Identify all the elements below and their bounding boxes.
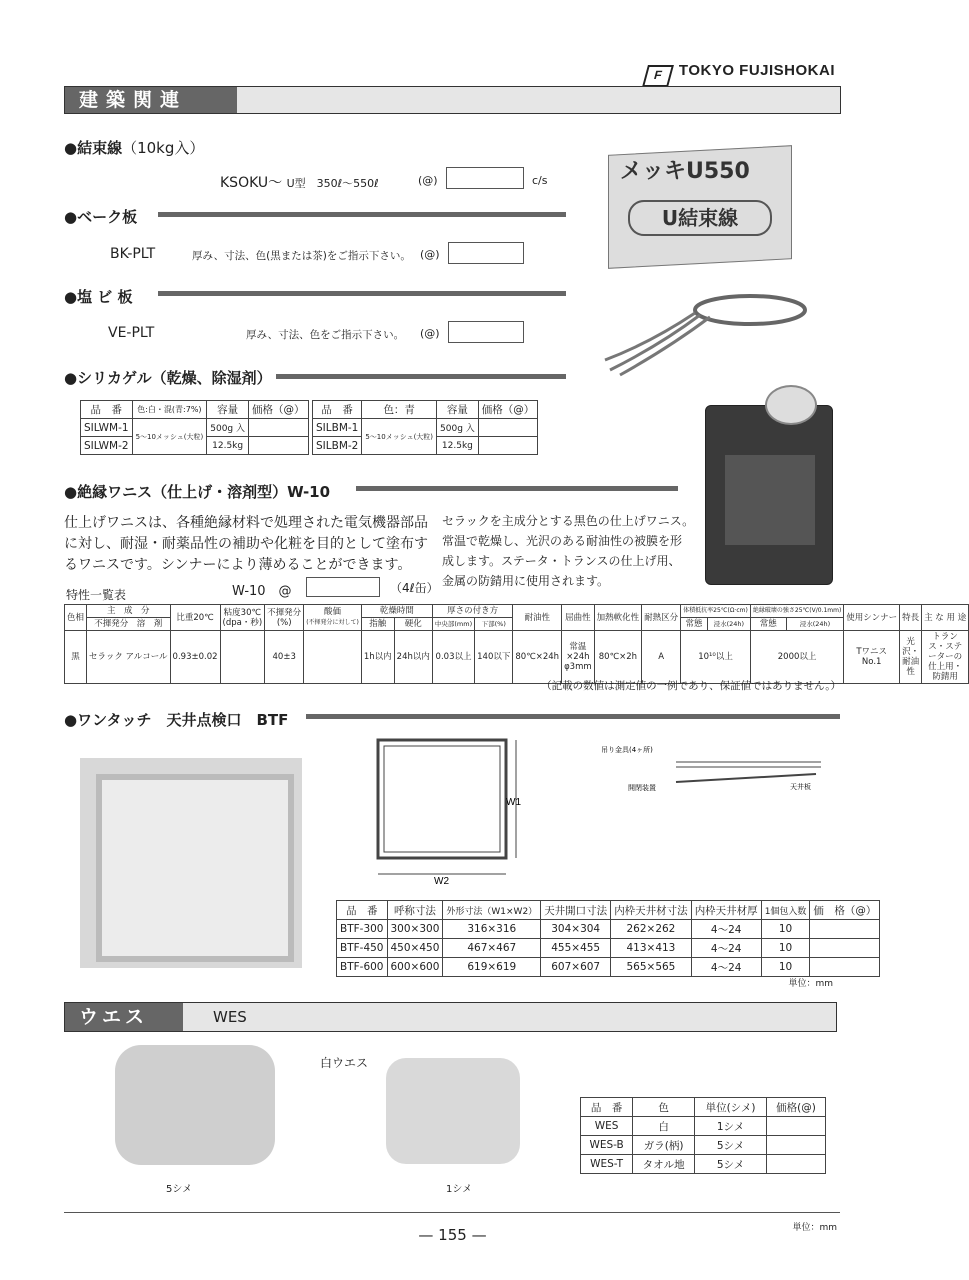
table-row: SILBM-2 12.5kg: [313, 437, 538, 455]
brand-logo: [645, 62, 835, 87]
enbi-price-field[interactable]: [448, 321, 524, 343]
section-bar: [64, 86, 841, 114]
section2-title: ウエス: [65, 1003, 183, 1031]
bake-price-field[interactable]: [448, 242, 524, 264]
brand-mark-icon: F: [642, 65, 674, 87]
table-row: WES 白 1シメ: [581, 1117, 826, 1136]
wes-photo-1: [115, 1045, 275, 1165]
section-bar-2: [64, 1002, 837, 1032]
varnish-spec-table: 色相 主 成 分 比重20℃ 粘度30℃ (dpa・秒) 不揮発分 (%) 酸価 (不揮発分に対して) 乾燥時間 厚さの付き方 耐油性 屈曲性 加熱軟化性 耐熱区分 体積抵抗率25℃(Ω·cm) 絶縁破壊の強さ25℃(V/0.1mm) 使用シンナー 特長 主 な 用 途 不揮発分 溶 剤 指触 硬化 中央部(mm) 下部(%) 常態 浸水(24h) 常態 浸水(24h) 黒 セラック アルコール 0.93±0.02 40±3 1h以内 24h以内 0.03以上 140以下 80℃×24h 常温×24h φ3mm 80℃×2h A 10¹⁰以上 2000以上 Tワニス No.1 光沢・耐油性 トランス・ステーターの仕上用・防錆用: [64, 604, 969, 684]
btf-section-diagram: [596, 742, 836, 812]
enbi-note: 厚み、寸法、色をご指示下さい。: [246, 329, 405, 341]
varnish-rule: [356, 486, 678, 491]
silica-table-2: 品 番 色：青 容量 価格（@） SILBM-1 5〜10メッシュ(大粒) 500g 入 SILBM-2 12.5kg: [312, 400, 538, 455]
table-row: SILWM-1 5〜10メッシュ(大粒) 500g 入: [81, 419, 309, 437]
table-row: BTF-600 600×600 619×619 607×607 565×565 4〜24 10: [337, 958, 880, 977]
box-label-2: U結束線: [628, 200, 772, 236]
varnish-price-field[interactable]: [306, 577, 380, 597]
varnish-para2: セラックを主成分とする黒色の仕上げワニス。 常温で乾燥し、光沢のある耐油性の被膜を形 成します。ステータ・トランスの仕上げ用、 金属の防錆用に使用されます。: [442, 514, 695, 588]
hang-label: 吊り金具(4ヶ所): [601, 746, 653, 754]
varnish-para1: 仕上げワニスは、各種絶縁材料で処理された電気機器部品 に対し、耐湿・耐薬品性の補助や化粧を目的として塗布す るワニスです。シンナーにより薄めることができます。: [64, 515, 428, 573]
enbi-heading: ●塩 ビ 板: [64, 288, 133, 306]
footer-rule: [64, 1212, 840, 1213]
enbi-at: (@): [420, 327, 440, 340]
varnish-heading: ●絶縁ワニス（仕上げ・溶剤型）W-10: [64, 483, 331, 501]
wes-photo-2: [386, 1058, 520, 1164]
table-row: WES-B ガラ(柄) 5シメ: [581, 1136, 826, 1155]
silica-table-1: 品 番 色:白・混(青:7%) 容量 価格（@） SILWM-1 5〜10メッシュ(大粒) 500g 入 SILWM-2 12.5kg: [80, 400, 309, 455]
varnish-code: W-10 @: [232, 584, 292, 599]
btf-unit: 単位：mm: [788, 979, 833, 989]
wes-unit: 単位：mm: [792, 1223, 837, 1233]
bake-rule: [158, 212, 566, 217]
wes-table: 品 番 色 単位(シメ) 価格(@) WES 白 1シメ WES-B ガラ(柄) 5シメ WES-T タオル地 5シメ: [580, 1097, 826, 1174]
wes-label: 白ウエス: [320, 1056, 369, 1070]
btf-diagram: [366, 732, 526, 887]
bake-at: (@): [420, 248, 440, 261]
btf-table: 品 番 呼称寸法 外形寸法（W1×W2） 天井開口寸法 内枠天井材寸法 内枠天井材厚 1個包入数 価 格（@） BTF-300 300×300 316×316 304×304 262×262 4〜24 10 BTF-450 450×450 467×467 455×455 413×413 4〜24 10 BTF-600 600×600 619×619 607×607 565×565 4〜24 10: [336, 900, 880, 977]
varnish-can: （4ℓ缶）: [390, 581, 439, 595]
kesoku-box-photo: [608, 150, 790, 270]
bake-code: BK-PLT: [110, 246, 156, 262]
table-row: 黒 セラック アルコール 0.93±0.02 40±3 1h以内 24h以内 0.03以上 140以下 80℃×24h 常温×24h φ3mm 80℃×2h A 10¹⁰以上 2000以上 Tワニス No.1 光沢・耐油性 トランス・ステーターの仕上用・防錆用: [65, 631, 969, 684]
brand-name: TOKYO FUJISHOKAI: [678, 62, 835, 79]
enbi-rule: [158, 291, 566, 296]
btf-photo: [80, 758, 302, 968]
page-number: — 155 —: [418, 1226, 487, 1244]
silica-heading: ●シリカゲル（乾燥、除湿剤）: [64, 369, 272, 387]
kesoku-row: [220, 172, 379, 192]
section-title: 建築関連: [65, 87, 237, 113]
bake-note: 厚み、寸法、色(黒または茶)をご指示下さい。: [192, 250, 411, 262]
kesoku-spec: U型 350ℓ〜550ℓ: [286, 177, 379, 190]
wes-caption-2: 1シメ: [446, 1184, 473, 1195]
open-label: 開閉装置: [628, 784, 656, 792]
btf-heading: ●ワンタッチ 天井点検口 BTF: [64, 711, 289, 729]
w1-label: W1: [506, 797, 521, 808]
table-row: SILWM-2 12.5kg: [81, 437, 309, 455]
wes-caption-1: 5シメ: [166, 1184, 193, 1195]
table-row: SILBM-1 5〜10メッシュ(大粒) 500g 入: [313, 419, 538, 437]
table-row: BTF-450 450×450 467×467 455×455 413×413 4〜24 10: [337, 939, 880, 958]
kesoku-price-field[interactable]: [446, 167, 524, 189]
varnish-table-title: 特性一覧表: [66, 588, 127, 602]
section2-sub: WES: [213, 1008, 247, 1026]
btf-rule: [306, 714, 840, 719]
silica-rule: [276, 374, 566, 379]
kesoku-heading: ●結束線（10kg入）: [64, 139, 205, 157]
enbi-code: VE-PLT: [108, 325, 155, 341]
box-label-1: メッキU550: [620, 159, 750, 184]
kesoku-at: (@): [418, 174, 438, 187]
ceiling-label: 天井板: [790, 783, 811, 791]
wire-coil-photo: [600, 285, 815, 380]
w2-label: W2: [434, 876, 449, 887]
bake-heading: ●ベーク板: [64, 208, 138, 226]
varnish-note: （記載の数値は測定値の一例であり、保証値ではありません。）: [541, 680, 841, 692]
kesoku-code: KSOKU〜: [220, 175, 283, 191]
kesoku-unit: c/s: [532, 174, 548, 187]
table-row: BTF-300 300×300 316×316 304×304 262×262 4〜24 10: [337, 920, 880, 939]
varnish-can-photo: [705, 385, 833, 585]
table-row: WES-T タオル地 5シメ: [581, 1155, 826, 1174]
